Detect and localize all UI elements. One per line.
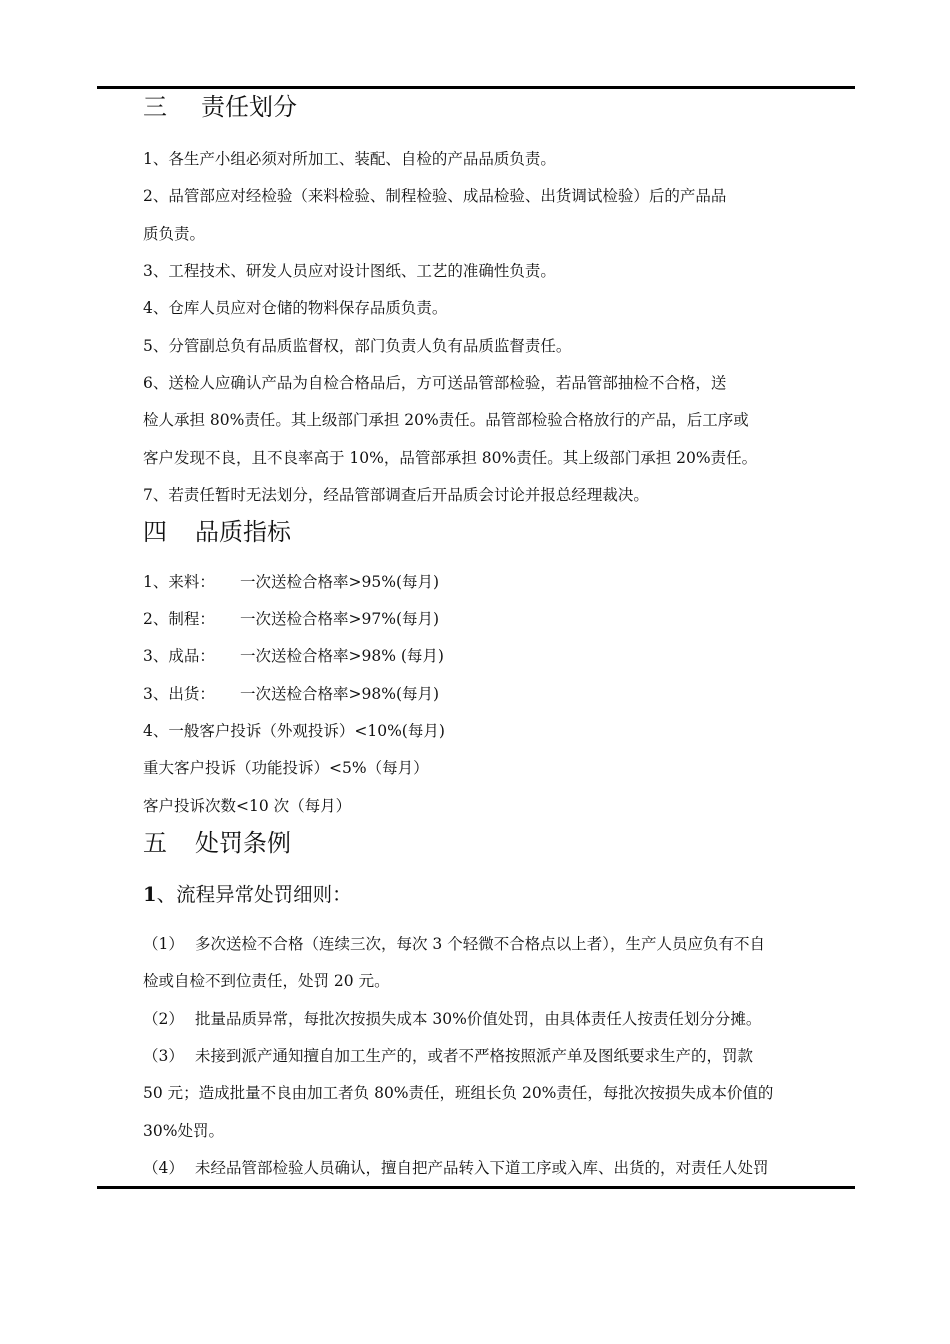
metric-label: 1、来料： (143, 573, 215, 591)
metric-label: 2、制程： (143, 610, 215, 628)
section-heading-5 (143, 828, 291, 858)
section-heading-3 (143, 92, 297, 122)
paragraph-line: 6、送检人应确认产品为自检合格品后，方可送品管部检验，若品管部抽检不合格，送 (143, 374, 727, 392)
metric-value: 一次送检合格率>98% (每月) (240, 647, 444, 665)
paragraph-line: 3、工程技术、研发人员应对设计图纸、工艺的准确性负责。 (143, 262, 556, 280)
paragraph-line: 7、若责任暂时无法划分，经品管部调查后开品质会讨论并报总经理裁决。 (143, 486, 649, 504)
rule-text: 批量品质异常，每批次按损失成本 30%价值处罚，由具体责任人按责任划分分摊。 (195, 1010, 762, 1028)
rule-text: 检或自检不到位责任，处罚 20 元。 (143, 972, 390, 990)
section-heading-4 (143, 517, 291, 547)
paragraph-line: 4、仓库人员应对仓储的物料保存品质负责。 (143, 299, 448, 317)
rule-text: 30%处罚。 (143, 1122, 224, 1140)
paragraph-line: 4、一般客户投诉（外观投诉）<10%(每月) (143, 722, 445, 740)
rule-text: 未接到派产通知擅自加工生产的，或者不严格按照派产单及图纸要求生产的，罚款 (195, 1047, 754, 1065)
section-number: 五 (143, 829, 167, 857)
section-title: 品质指标 (195, 518, 291, 546)
metric-item (143, 684, 439, 704)
subsection-title: 、流程异常处罚细则： (156, 883, 352, 906)
paragraph-line: 客户投诉次数<10 次（每月） (143, 797, 352, 815)
metric-label: 3、成品： (143, 647, 215, 665)
section-title: 处罚条例 (195, 829, 291, 857)
rule-number: （4） (143, 1159, 184, 1177)
paragraph-line: 2、品管部应对经检验（来料检验、制程检验、成品检验、出货调试检验）后的产品品 (143, 187, 727, 205)
subsection-heading (143, 882, 352, 908)
metric-value: 一次送检合格率>95%(每月) (240, 573, 440, 591)
header-rule (97, 86, 855, 89)
section-number: 四 (143, 518, 167, 546)
metric-value: 一次送检合格率>97%(每月) (240, 610, 440, 628)
paragraph-line: 5、分管副总负有品质监督权，部门负责人负有品质监督责任。 (143, 337, 572, 355)
metric-item (143, 646, 444, 666)
paragraph-line: 1、各生产小组必须对所加工、装配、自检的产品品质负责。 (143, 150, 556, 168)
rule-line (143, 1009, 761, 1029)
rule-text: 50 元；造成批量不良由加工者负 80%责任，班组长负 20%责任，每批次按损失成本价值的 (143, 1084, 774, 1102)
footer-rule (97, 1186, 855, 1189)
rule-number: （1） (143, 935, 184, 953)
rule-number: （3） (143, 1047, 184, 1065)
rule-number: （2） (143, 1010, 184, 1028)
paragraph-line: 重大客户投诉（功能投诉）<5%（每月） (143, 759, 429, 777)
rule-line (143, 1121, 224, 1141)
section-number: 三 (143, 93, 167, 121)
paragraph-line: 客户发现不良，且不良率高于 10%，品管部承担 80%责任。其上级部门承担 20%责任。 (143, 449, 758, 467)
rule-text: 未经品管部检验人员确认，擅自把产品转入下道工序或入库、出货的，对责任人处罚 (195, 1159, 769, 1177)
metric-item (143, 609, 439, 629)
paragraph-line: 检人承担 80%责任。其上级部门承担 20%责任。品管部检验合格放行的产品，后工序或 (143, 411, 749, 429)
rule-text: 多次送检不合格（连续三次，每次 3 个轻微不合格点以上者），生产人员应负有不自 (195, 935, 765, 953)
rule-line (143, 1158, 769, 1178)
rule-line (143, 971, 390, 991)
metric-item (143, 572, 439, 592)
rule-line (143, 934, 765, 954)
paragraph-line: 质负责。 (143, 225, 206, 243)
rule-line (143, 1083, 773, 1103)
section-title: 责任划分 (201, 93, 297, 121)
subsection-number: 1 (143, 883, 157, 906)
metric-label: 3、出货： (143, 685, 215, 703)
rule-line (143, 1046, 753, 1066)
metric-value: 一次送检合格率>98%(每月) (240, 685, 440, 703)
